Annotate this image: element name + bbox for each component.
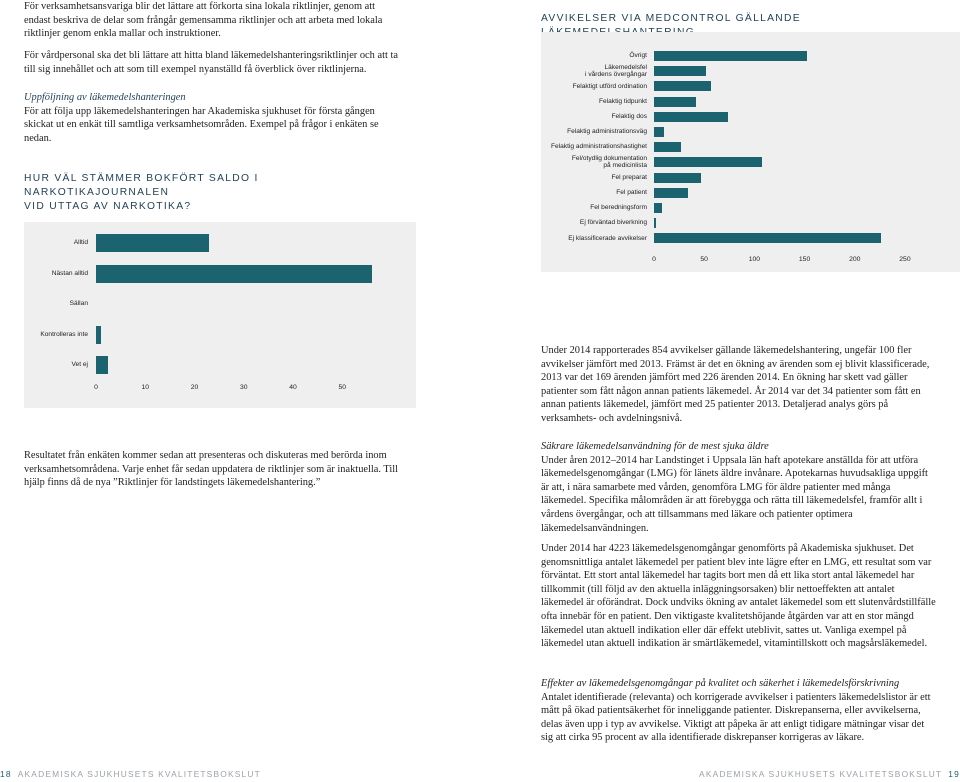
category-label: Fel beredningsform	[590, 204, 647, 212]
category-label: Ej förväntad biverkning	[579, 219, 647, 227]
right-paragraph-4: Antalet identifierade (relevanta) och korrigerade avvikelser i patienters läkemedelslistor är ett mått på ökad patientsäkerhet för inneliggande patienter. Diskrepanserna, eller avvikelserna, delas även upp i typ av avvikelse. Viktigt att påpeka är att enligt tidigare mätningar visar det sig att cirka 95 procent av alla identifierade diskrepanser korrigeras av läkare.	[541, 691, 931, 744]
category-label: Nästan alltid	[51, 269, 88, 277]
x-tick-label: 20	[190, 384, 199, 391]
x-tick-label: 250	[899, 256, 911, 263]
x-tick-label: 200	[849, 256, 861, 263]
right-paragraph-1: Under 2014 rapporterades 854 avvikelser gällande läkemedelshantering, ungefär 100 fler avvikelser jämfört med 2013. Främst är det en ökning av ärenden som ej blivit klassificerade, 2013 var det 169 ärenden jämfört med 226 ärenden 2014. En ökning har skett vad gäller patienter som fått någon annan patients läkemedel. År 2014 var det 34 patienter som fått en annan patients läkemedel, jämfört med 25 patienter 2013. Detaljerad analys görs på verksamhets- och avdelningsnivå.	[541, 345, 930, 424]
x-tick-label: 50	[338, 384, 347, 391]
right-section-1	[541, 440, 936, 535]
category-label: Ej klassificerade avvikelser	[568, 234, 647, 242]
left-paragraph-2: För vårdpersonal ska det bli lättare att hitta bland läkemedelshanteringsriktlinjer och att ta till sig innehållet och att som till exempel nyanställd få överblick över riktlinjerna.	[24, 50, 398, 75]
bar	[654, 188, 688, 198]
category-label: Alltid	[73, 239, 88, 247]
bar	[96, 356, 108, 374]
left-closing: Resultatet från enkäten kommer sedan att presenteras och diskuteras med berörda inom verksamhetsområdena. Varje enhet får sedan uppdatera de riktlinjer som är inaktuella. Till hjälp finns då de nya ”Riktlinjer för landstingets läkemedelshantering.”	[24, 450, 399, 489]
category-label: Felaktig administrationsväg	[567, 128, 647, 136]
category-label: Fel patient	[616, 189, 647, 196]
page-number-left: 18	[0, 769, 12, 779]
bar	[654, 97, 696, 107]
bar	[654, 127, 664, 137]
right-heading-2: Säkrare läkemedelsanvändning för de mest sjuka äldre	[541, 441, 769, 452]
bar	[654, 51, 807, 61]
bar	[654, 203, 662, 213]
category-label: Felaktig dos	[611, 113, 647, 120]
bar	[96, 234, 209, 252]
category-label: Sällan	[69, 300, 88, 308]
right-heading-3: Effekter av läkemedelsgenomgångar på kvalitet och säkerhet i läkemedelsförskrivning	[541, 678, 900, 689]
bar	[96, 265, 372, 283]
x-tick-label: 10	[141, 384, 150, 391]
bar	[654, 112, 728, 122]
x-tick-label: 30	[239, 384, 248, 391]
x-tick-label: 50	[700, 256, 708, 263]
left-intro: För verksamhetsansvariga blir det lättare att förkorta sina lokala riktlinjer, genom att endast beskriva de delar som frångår gemensamma riktlinjer och att arbeta med lokala riktlinjer genom enkla mallar och instruktioner.	[24, 1, 383, 40]
bar	[654, 233, 881, 243]
left-section	[24, 91, 404, 145]
left-chart	[24, 222, 416, 408]
footer-left-title: AKADEMISKA SJUKHUSETS KVALITETSBOKSLUT	[17, 769, 261, 779]
right-section-2	[541, 677, 936, 745]
x-tick-label: 150	[798, 256, 811, 263]
x-tick-label: 0	[94, 384, 98, 391]
x-tick-label: 40	[289, 384, 297, 391]
right-chart	[541, 32, 960, 272]
category-label: Vet ej	[71, 361, 88, 369]
bar	[654, 66, 706, 76]
category-label: Fel preparat	[611, 173, 647, 181]
category-label: Övrigt	[629, 52, 647, 60]
section-body: För att följa upp läkemedelshanteringen har Akademiska sjukhuset för första gången skickat ut en enkät till samtliga verksamhetsområden. Exempel på frågor i enkäten se nedan.	[24, 105, 379, 144]
bar	[654, 81, 711, 91]
category-label: Felaktigt utförd ordination	[572, 82, 647, 90]
right-paragraph-2: Under åren 2012–2014 har Landstinget i Uppsala län haft apotekare anställda för att utföra läkemedelsgenomgångar (LMG) för länets äldre invånare. Apotekarnas huvudsakliga uppgift är att, i nära samarbete med vården, genomföra LMG för äldre patienter med många läkemedel. Specifika målområden är att förebygga och rätta till läkemedelsfel, framför allt i vårdens övergångar, och att tillsammans med läkare och patienter optimera läkemedelsanvändningen.	[541, 454, 928, 534]
footer-right-title: AKADEMISKA SJUKHUSETS KVALITETSBOKSLUT	[699, 769, 943, 779]
category-label: Läkemedelsfel i vårdens övergångar	[585, 63, 647, 79]
bar	[654, 157, 762, 167]
category-label: Fel/otydlig dokumentation på medicinlista	[571, 154, 647, 170]
category-label: Felaktig tidpunkt	[598, 97, 647, 105]
footer-right	[699, 769, 960, 779]
right-chart-heading: AVVIKELSER VIA MEDCONTROL GÄLLANDE	[541, 13, 801, 24]
right-paragraph-3: Under 2014 har 4223 läkemedelsgenomgångar genomförts på Akademiska sjukhuset. Det genomsnittliga antalet läkemedel per patient blev inte lägre efter en LMG, ett resultat som var förväntat. Ett stort antal läkemedel har tagits bort men då ett lika stort antal läkemedel har tillkommit (till följd av den aktuella inläggningsorsaken) blir nettoeffekten att antalet läkemedel är oförändrat. Dock undviks ökning av antalet läkemedel som ett slutenvårdstillfälle ofta innebär för en patient. Den viktigaste kvalitetshöjande åtgärden var att en stor mängd läkemedel utan aktuell indikation eller där effekt uteblivit, sattes ut. Vanliga exempel på läkemedel utan aktuell indikation är smärtläkemedel, vitamintillskott och magsårsläkemedel.	[541, 543, 936, 650]
bar	[654, 173, 701, 183]
page-number-right: 19	[948, 769, 960, 779]
bar	[654, 142, 681, 152]
category-label: Felaktig administrationshastighet	[550, 143, 647, 151]
section-title: Uppföljning av läkemedelshanteringen	[24, 92, 186, 103]
x-tick-label: 0	[652, 256, 656, 263]
category-label: Kontrolleras inte	[40, 330, 88, 338]
left-chart-heading: HUR VÄL STÄMMER BOKFÖRT SALDO I NARKOTIKAJOURNALEN VID UTTAG AV NARKOTIKA?	[24, 173, 259, 212]
bar	[96, 326, 101, 344]
x-tick-label: 100	[748, 256, 761, 263]
footer-left	[0, 769, 261, 779]
bar	[654, 218, 656, 228]
